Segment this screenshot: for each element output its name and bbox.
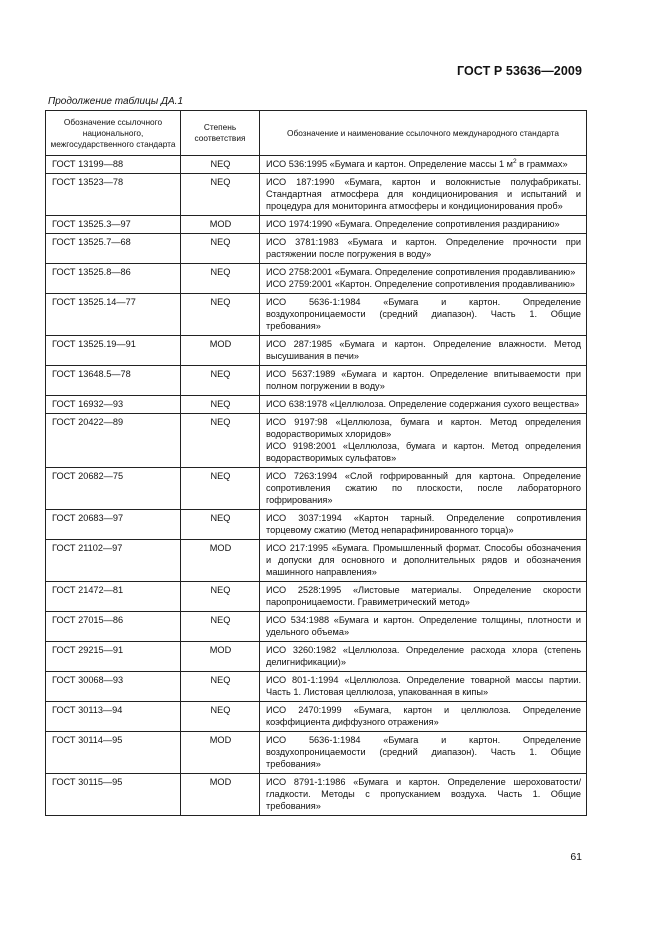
international-standard-text: ИСО 217:1995 «Бумага. Промышленный формат. Способы обозначения и допуски для основного и дополнительных рядов и обозначения машинного направления» <box>266 543 581 577</box>
cell-national-standard: ГОСТ 21102—97 <box>46 540 181 582</box>
cell-degree: NEQ <box>181 366 260 396</box>
cell-international-standard <box>260 612 587 642</box>
international-standard-text: ИСО 5636-1:1984 «Бумага и картон. Определение воздухопроницаемости (средний диапазон). Часть 1. Общие требования» <box>266 735 581 769</box>
cell-national-standard: ГОСТ 20422—89 <box>46 414 181 468</box>
international-standard-text: ИСО 3781:1983 «Бумага и картон. Определение прочности при растяжении после погружения в воду» <box>266 237 581 259</box>
cell-international-standard <box>260 774 587 816</box>
cell-degree: MOD <box>181 642 260 672</box>
international-standard-text: ИСО 3037:1994 «Картон тарный. Определение сопротивления торцевому сжатию (Метод непарафинированного торца)» <box>266 513 581 535</box>
cell-national-standard: ГОСТ 13525.3—97 <box>46 216 181 234</box>
cell-national-standard: ГОСТ 13525.14—77 <box>46 294 181 336</box>
cell-international-standard <box>260 216 587 234</box>
international-standard-text: ИСО 536:1995 «Бумага и картон. Определение массы 1 $м^2$ в граммах» <box>266 157 568 169</box>
cell-international-standard <box>260 702 587 732</box>
table-row <box>46 414 587 468</box>
cell-national-standard: ГОСТ 21472—81 <box>46 582 181 612</box>
table-row <box>46 156 587 174</box>
header-international-standard: Обозначение и наименование ссылочного международного стандарта <box>260 111 587 156</box>
cell-international-standard <box>260 642 587 672</box>
cell-degree: MOD <box>181 336 260 366</box>
cell-international-standard <box>260 156 587 174</box>
international-standard-text: ИСО 8791-1:1986 «Бумага и картон. Определение шероховатости/гладкости. Методы с пропусканием воздуха. Часть 1. Общие требования» <box>266 777 581 811</box>
international-standard-text: ИСО 2470:1999 «Бумага, картон и целлюлоза. Определение коэффициента диффузного отражения» <box>266 705 581 727</box>
cell-international-standard <box>260 414 587 468</box>
cell-national-standard: ГОСТ 30115—95 <box>46 774 181 816</box>
table-header-row <box>46 111 587 156</box>
cell-international-standard <box>260 510 587 540</box>
cell-degree: NEQ <box>181 468 260 510</box>
table-caption: Продолжение таблицы ДА.1 <box>48 96 184 107</box>
cell-national-standard: ГОСТ 13525.8—86 <box>46 264 181 294</box>
international-standard-text-2: ИСО 9198:2001 «Целлюлоза, бумага и картон. Метод определения водорастворимых сульфатов» <box>266 441 581 463</box>
international-standard-text: ИСО 7263:1994 «Слой гофрированный для картона. Определение сопротивления сжатию по плоскости, после лабораторного гофрирования» <box>266 471 581 505</box>
table-row <box>46 510 587 540</box>
cell-degree: MOD <box>181 732 260 774</box>
cell-national-standard: ГОСТ 13648.5—78 <box>46 366 181 396</box>
cell-degree: NEQ <box>181 174 260 216</box>
cell-international-standard <box>260 396 587 414</box>
table-row <box>46 672 587 702</box>
cell-international-standard <box>260 174 587 216</box>
cell-international-standard <box>260 468 587 510</box>
table-row <box>46 642 587 672</box>
table-row <box>46 264 587 294</box>
table-row <box>46 468 587 510</box>
cell-national-standard: ГОСТ 16932—93 <box>46 396 181 414</box>
international-standard-text: ИСО 2528:1995 «Листовые материалы. Определение скорости паропроницаемости. Гравиметрический метод» <box>266 585 581 607</box>
cell-national-standard: ГОСТ 13525.19—91 <box>46 336 181 366</box>
cell-national-standard: ГОСТ 30113—94 <box>46 702 181 732</box>
cell-national-standard: ГОСТ 29215—91 <box>46 642 181 672</box>
table-row <box>46 540 587 582</box>
cell-international-standard <box>260 672 587 702</box>
cell-degree: MOD <box>181 540 260 582</box>
cell-degree: NEQ <box>181 234 260 264</box>
cell-degree: NEQ <box>181 702 260 732</box>
header-national-standard: Обозначение ссылочного национального, межгосударственного стандарта <box>46 111 181 156</box>
table-row <box>46 336 587 366</box>
table-row <box>46 774 587 816</box>
cell-national-standard: ГОСТ 13199—88 <box>46 156 181 174</box>
table-row <box>46 396 587 414</box>
cell-international-standard <box>260 540 587 582</box>
cell-international-standard <box>260 336 587 366</box>
superscript: 2 <box>512 157 517 165</box>
cell-national-standard: ГОСТ 30068—93 <box>46 672 181 702</box>
cell-degree: NEQ <box>181 294 260 336</box>
cell-international-standard <box>260 366 587 396</box>
cell-national-standard: ГОСТ 27015—86 <box>46 612 181 642</box>
international-standard-text: ИСО 287:1985 «Бумага и картон. Определение влажности. Метод высушивания в печи» <box>266 339 581 361</box>
international-standard-text: ИСО 2758:2001 «Бумага. Определение сопротивления продавливанию» <box>266 267 576 277</box>
cell-degree: NEQ <box>181 156 260 174</box>
cell-national-standard: ГОСТ 30114—95 <box>46 732 181 774</box>
international-standard-text: ИСО 801-1:1994 «Целлюлоза. Определение товарной массы партии. Часть 1. Листовая целлюлоза, упакованная в кипы» <box>266 675 581 697</box>
cell-degree: NEQ <box>181 672 260 702</box>
cell-degree: MOD <box>181 216 260 234</box>
international-standard-text: ИСО 638:1978 «Целлюлоза. Определение содержания сухого вещества» <box>266 399 580 409</box>
page-number: 61 <box>570 851 582 863</box>
table-row <box>46 216 587 234</box>
table-body <box>46 156 587 816</box>
cell-national-standard: ГОСТ 13525.7—68 <box>46 234 181 264</box>
international-standard-text: ИСО 9197:98 «Целлюлоза, бумага и картон. Метод определения водорастворимых хлоридов» <box>266 417 581 439</box>
international-standard-text: ИСО 5637:1989 «Бумага и картон. Определение впитываемости при полном погружении в воду» <box>266 369 581 391</box>
international-standard-text: ИСО 187:1990 «Бумага, картон и волокнистые полуфабрикаты. Стандартная атмосфера для кондиционирования и испытаний и процедура для мониторинга атмосферы и кондиционирования проб» <box>266 177 581 211</box>
cell-international-standard <box>260 294 587 336</box>
table-row <box>46 702 587 732</box>
international-standard-text: ИСО 1974:1990 «Бумага. Определение сопротивления раздиранию» <box>266 219 560 229</box>
cell-degree: NEQ <box>181 510 260 540</box>
cell-international-standard <box>260 234 587 264</box>
cell-international-standard <box>260 264 587 294</box>
cell-degree: MOD <box>181 774 260 816</box>
cell-international-standard <box>260 582 587 612</box>
cell-degree: NEQ <box>181 612 260 642</box>
cell-degree: NEQ <box>181 396 260 414</box>
international-standard-text: ИСО 5636-1:1984 «Бумага и картон. Определение воздухопроницаемости (средний диапазон). Часть 1. Общие требования» <box>266 297 581 331</box>
cell-national-standard: ГОСТ 20683—97 <box>46 510 181 540</box>
international-standard-text: ИСО 534:1988 «Бумага и картон. Определение толщины, плотности и удельного объема» <box>266 615 581 637</box>
international-standard-text: ИСО 3260:1982 «Целлюлоза. Определение расхода хлора (степень делигнификации)» <box>266 645 581 667</box>
cell-degree: NEQ <box>181 582 260 612</box>
table-row <box>46 234 587 264</box>
international-standard-text-2: ИСО 2759:2001 «Картон. Определение сопротивления продавливанию» <box>266 279 575 289</box>
table-row <box>46 294 587 336</box>
table-row <box>46 582 587 612</box>
reference-standards-table <box>45 110 587 816</box>
table-row <box>46 366 587 396</box>
cell-national-standard: ГОСТ 20682—75 <box>46 468 181 510</box>
cell-international-standard <box>260 732 587 774</box>
table-row <box>46 174 587 216</box>
table-row <box>46 612 587 642</box>
cell-degree: NEQ <box>181 414 260 468</box>
page-header-standard-code: ГОСТ Р 53636—2009 <box>456 64 582 78</box>
table-row <box>46 732 587 774</box>
cell-national-standard: ГОСТ 13523—78 <box>46 174 181 216</box>
header-degree-of-correspondence: Степень соответствия <box>181 111 260 156</box>
cell-degree: NEQ <box>181 264 260 294</box>
